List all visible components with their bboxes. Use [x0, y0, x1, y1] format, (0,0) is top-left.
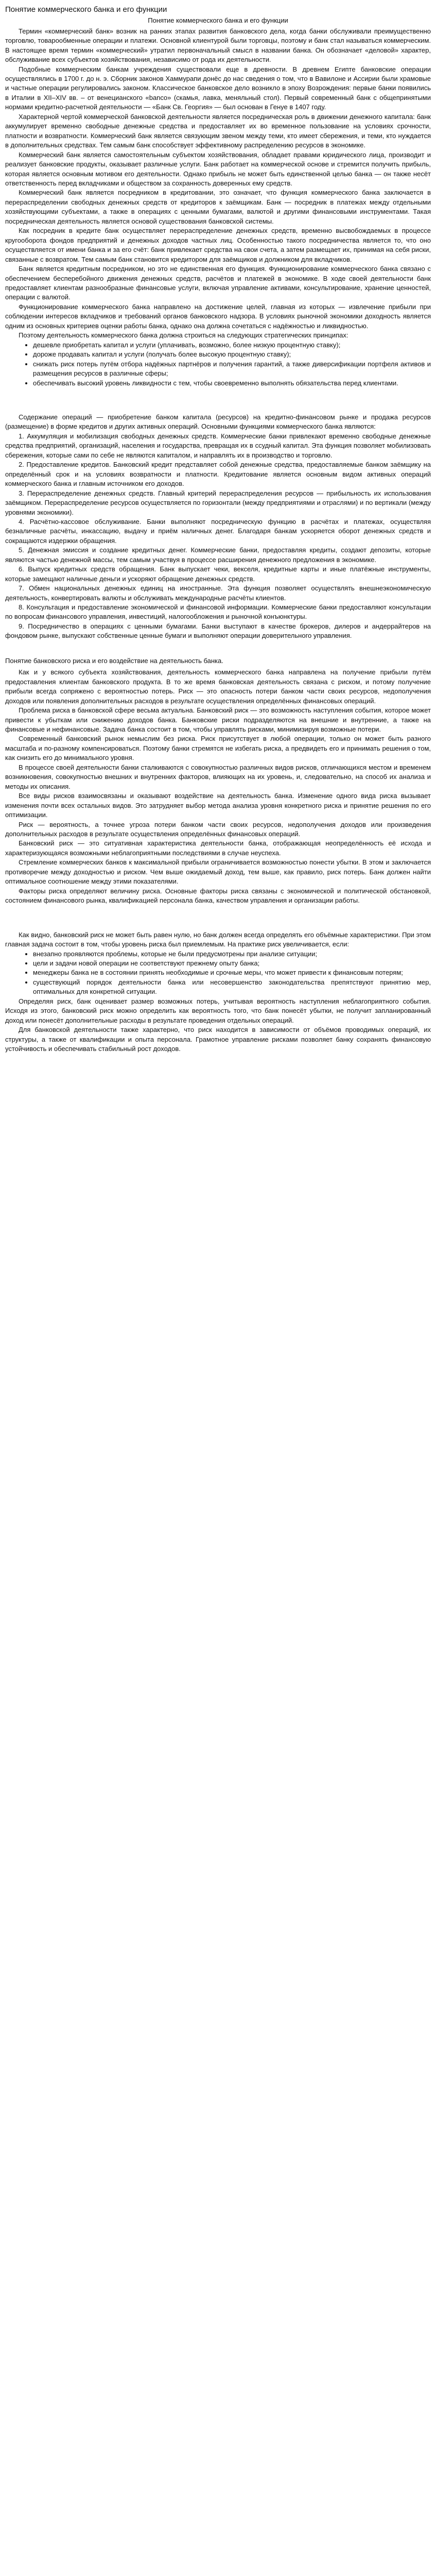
paragraph: 6. Выпуск кредитных средств обращения. Банк выпускает чеки, векселя, кредитные карты и иные платёжные инструменты, которые замещают наличные деньги и ускоряют обращение денежных средств. [5, 565, 431, 583]
paragraph: Риск — вероятность, а точнее угроза потери банком части своих ресурсов, недополучения доходов или произведения дополнительных расходов в результате осуществления определённых финансовых операций. [5, 820, 431, 838]
paragraph: 4. Расчётно-кассовое обслуживание. Банки выполняют посредническую функцию в расчётах и платежах, осуществляя безналичные расчёты, инкассацию, выдачу и приём наличных денег. Благодаря банкам ускоряется оборот денежных средств и сокращаются издержки обращения. [5, 517, 431, 545]
intro-section [5, 27, 431, 388]
spacer [5, 641, 431, 649]
paragraph: Как видно, банковский риск не может быть равен нулю, но банк должен всегда определять его объёмные характеристики. При этом главная задача состоит в том, чтобы уровень риска был приемлемым. На практике риск увеличивается, если: [5, 930, 431, 948]
paragraph: 1. Аккумуляция и мобилизация свободных денежных средств. Коммерческие банки привлекают временно свободные денежные средства предприятий, организаций, населения и государства, превращая их в ссудный капитал. Эта функция позволяет мобилизовать сбережения, которые сами по себе не являются капиталом, и направлять их в производство и торговлю. [5, 432, 431, 459]
paragraph: Факторы риска определяют величину риска. Основные факторы риска связаны с экономической и политической обстановкой, состоянием финансового рынка, квалификацией персонала банка, качеством управления и организации работы. [5, 887, 431, 905]
paragraph: Коммерческий банк является посредником в кредитовании, это означает, что функция коммерческого банка заключается в перераспределении свободных денежных средств от кредиторов к заёмщикам. Банк — посредник в платежах между отдельными хозяйствующими субъектами, а также в операциях с ценными бумагами, валютой и другими финансовыми инструментами. Такая посредническая деятельность является основой существования банковской системы. [5, 189, 431, 225]
risk-section [5, 656, 431, 906]
paragraph: Характерной чертой коммерческой банковской деятельности является посредническая роль в движении денежного капитала: банк аккумулирует временно свободные денежные средства и предоставляет их во временное пользование на условиях срочности, платности и возвратности. Коммерческий банк является связующим звеном между теми, кто имеет сбережения, и теми, кто нуждается в дополнительных средствах. Тем самым банк способствует эффективному распределению ресурсов в экономике. [5, 112, 431, 149]
section-heading: Понятие банковского риска и его воздействие на деятельность банка. [5, 656, 223, 665]
list-item: • дешевле приобретать капитал и услуги (уплачивать, возможно, более низкую процентную ставку); [33, 341, 431, 350]
document-page [0, 0, 436, 1064]
paragraph: Поэтому деятельность коммерческого банка должна строиться на следующих стратегических принципах: [19, 331, 348, 340]
list-item: • дороже продавать капитал и услуги (получать более высокую процентную ставку); [33, 350, 431, 359]
paragraph: Определяя риск, банк оценивает размер возможных потерь, учитывая вероятность наступления неблагоприятного события. Исходя из этого, банковский риск можно определить как вероятность того, что банк понесёт убытки, не получит запланированный доход или понесёт дополнительные расходы в результате проведения отдельных операций. [5, 997, 431, 1024]
paragraph: 5. Денежная эмиссия и создание кредитных денег. Коммерческие банки, предоставляя кредиты, создают депозиты, которые являются частью денежной массы, тем самым участвуя в процессе расширения денежного предложения в экономике. [5, 546, 431, 564]
paragraph: Банк является кредитным посредником, но это не единственная его функция. Функционирование коммерческого банка связано с обеспечением бесперебойного движения денежных средств, расчётов и платежей в экономике. В ходе своей деятельности банк предоставляет клиентам разнообразные финансовые услуги, включая управление активами, консультирование, хранение ценностей, операции с валютой. [5, 265, 431, 301]
paragraph: Современный банковский рынок немыслим без риска. Риск присутствует в любой операции, только он может быть разного масштаба и по-разному компенсироваться. Поэтому банки стремятся не избегать риска, а предвидеть его и принимать решения о том, как снизить его до минимального уровня. [5, 735, 431, 762]
paragraph: 8. Консультация и предоставление экономической и финансовой информации. Коммерческие банки предоставляют консультации по вопросам финансового управления, инвестиций, налогообложения и рыночной конъюнктуры. [5, 603, 431, 621]
list-item: • существующий порядок деятельности банка или несовершенство законодательства препятствуют принятию мер, оптимальных для конкретной ситуации. [33, 978, 431, 997]
paragraph: Коммерческий банк является самостоятельным субъектом хозяйствования, обладает правами юридического лица, производит и реализует банковские продукты, оказывает различные услуги. Банк работает на коммерческой основе и стремится получить прибыль, которая является основным мотивом его деятельности. Однако прибыль не может быть единственной целью банка — он также несёт ответственность перед вкладчиками и обществом за сохранность доверенных ему средств. [5, 150, 431, 187]
paragraph: 3. Перераспределение денежных средств. Главный критерий перераспределения ресурсов — прибыльность их использования заёмщиком. Перераспределение ресурсов осуществляется по горизонтали (между предприятиями и отраслями) и по вертикали (между уровнями экономики). [5, 489, 431, 516]
list-item: • менеджеры банка не в состоянии принять необходимые и срочные меры, что может привести к финансовым потерям; [33, 968, 431, 977]
paragraph: Стремление коммерческих банков к максимальной прибыли ограничивается возможностью понести убытки. В этом и заключается противоречие между доходностью и риском. Чем выше ожидаемый доход, тем выше, как правило, риск потерь. Банк должен найти оптимальное соотношение между этими показателями. [5, 858, 431, 886]
strategy-list [5, 341, 431, 388]
paragraph: Как и у всякого субъекта хозяйствования, деятельность коммерческого банка направлена на получение прибыли путём предоставления клиентам банковского продукта. В то же время банковская деятельность связана с риском, и потому получение прибыли всегда сопряжено с вероятностью потерь. Риск — это опасность потери банком части своих ресурсов, недополучения доходов или появления дополнительных расходов в результате осуществления определённых финансовых операций. [5, 668, 431, 705]
paragraph: Термин «коммерческий банк» возник на ранних этапах развития банковского дела, когда банки обслуживали преимущественно торговлю, товарообменные операции и платежи. Основной клиентурой были торговцы, поэтому и банк стал называться коммерческим. В настоящее время термин «коммерческий» утратил первоначальный смысл в названии банка. Он обозначает «деловой» характер, обслуживание всех субъектов хозяйствования, независимо от рода их деятельности. [5, 27, 431, 64]
paragraph: Подобные коммерческим банкам учреждения существовали еще в древности. В древнем Египте банковские операции осуществлялись в 1700 г. до н. э. Сборник законов Хаммурапи донёс до нас сведения о том, что в Вавилоне и Ассирии были храмовые и частные операции регулировались законом. Классическое банковское дело возникло в эпоху Возрождения: первые банки появились в Италии в XII–XIV вв. – от венецианского «banco» (скамья, лавка, меняльный стол). Первый современный банк с общепринятыми нормами кредитно-расчетной деятельности — «Банк Св. Георгия» — был основан в Генуе в 1407 году. [5, 65, 431, 111]
risk-factors-section [5, 930, 431, 1054]
spacer [5, 388, 431, 413]
subtitle: Понятие коммерческого банка и его функции [148, 16, 288, 25]
paragraph: 9. Посредничество в операциях с ценными бумагами. Банки выступают в качестве брокеров, дилеров и андеррайтеров на фондовом рынке, выпускают собственные ценные бумаги и выполняют операции доверительного управления. [5, 622, 431, 640]
paragraph: Как посредник в кредите банк осуществляет перераспределение денежных средств, временно высвобождаемых в процессе кругооборота фондов предприятий и денежных доходов частных лиц. Особенностью такого посредничества является то, что оно осуществляется от имени банка и за его счёт: банк привлекает средства на свои счета, а затем размещает их, принимая на себя риски, связанные с возвратом. Тем самым банк становится кредитором для заёмщиков и должником для вкладчиков. [5, 227, 431, 263]
paragraph: Банковский риск — это ситуативная характеристика деятельности банка, отображающая неопределённость её исхода и характеризующаяся возможными неблагоприятными последствиями в случае неуспеха. [5, 839, 431, 857]
paragraph: В процессе своей деятельности банки сталкиваются с совокупностью различных видов рисков, отличающихся местом и временем возникновения, совокупностью внешних и внутренних факторов, влияющих на их уровень, и, следовательно, на способ их анализа и методы их описания. [5, 763, 431, 790]
paragraph: Содержание операций — приобретение банком капитала (ресурсов) на кредитно-финансовом рынке и продажа ресурсов (размещение) в форме кредитов и других активных операций. Основными функциями коммерческого банка являются: [5, 413, 431, 431]
paragraph: 7. Обмен национальных денежных единиц на иностранные. Эта функция позволяет осуществлять внешнеэкономическую деятельность, конвертировать валюты и обслуживать международные расчёты клиентов. [5, 584, 431, 602]
paragraph: Для банковской деятельности также характерно, что риск находится в зависимости от объёмов проводимых операций, их структуры, а также от квалификации и опыта персонала. Грамотное управление рисками позволяет банку сохранять финансовую устойчивость и обеспечивать стабильный рост доходов. [5, 1026, 431, 1053]
functions-section [5, 413, 431, 641]
paragraph: Функционирование коммерческого банка направлено на достижение целей, главная из которых — извлечение прибыли при соблюдении интересов вкладчиков и требований органов банковского надзора. В условиях рыночной экономики доходность является одним из основных критериев оценки работы банка, однако она должна сочетаться с надёжностью и ликвидностью. [5, 302, 431, 330]
list-item: • цели и задачи новой операции не соответствуют прежнему опыту банка; [33, 959, 431, 968]
paragraph: Проблема риска в банковской сфере весьма актуальна. Банковский риск — это возможность наступления события, которое может привести к убыткам или снижению доходов банка. Банковские риски подразделяются на внешние и внутренние, а также на финансовые и нефинансовые. Задача банка состоит в том, чтобы управлять рисками, минимизируя возможные потери. [5, 706, 431, 734]
spacer [5, 906, 431, 930]
list-item: • снижать риск потерь путём отбора надёжных партнёров и получения гарантий, а также диверсификации портфеля активов и размещения ресурсов в различные сферы; [33, 360, 431, 379]
paragraph: 2. Предоставление кредитов. Банковский кредит представляет собой денежные средства, предоставляемые банком заёмщику на определённый срок и на условиях возвратности и платности. Кредитование является основным видом активных операций коммерческого банка и главным источником его доходов. [5, 461, 431, 488]
paragraph: Все виды рисков взаимосвязаны и оказывают воздействие на деятельность банка. Изменение одного вида риска вызывает изменения почти всех остальных видов. Это затрудняет выбор метода анализа уровня конкретного риска и принятие решения по его оптимизации. [5, 792, 431, 819]
list-item: • внезапно проявляются проблемы, которые не были предусмотрены при анализе ситуации; [33, 950, 431, 959]
risk-factors-list [5, 950, 431, 997]
list-item: • обеспечивать высокий уровень ликвидности с тем, чтобы своевременно выполнять обязательства перед клиентами. [33, 379, 431, 388]
page-title: Понятие коммерческого банка и его функции [5, 5, 167, 14]
